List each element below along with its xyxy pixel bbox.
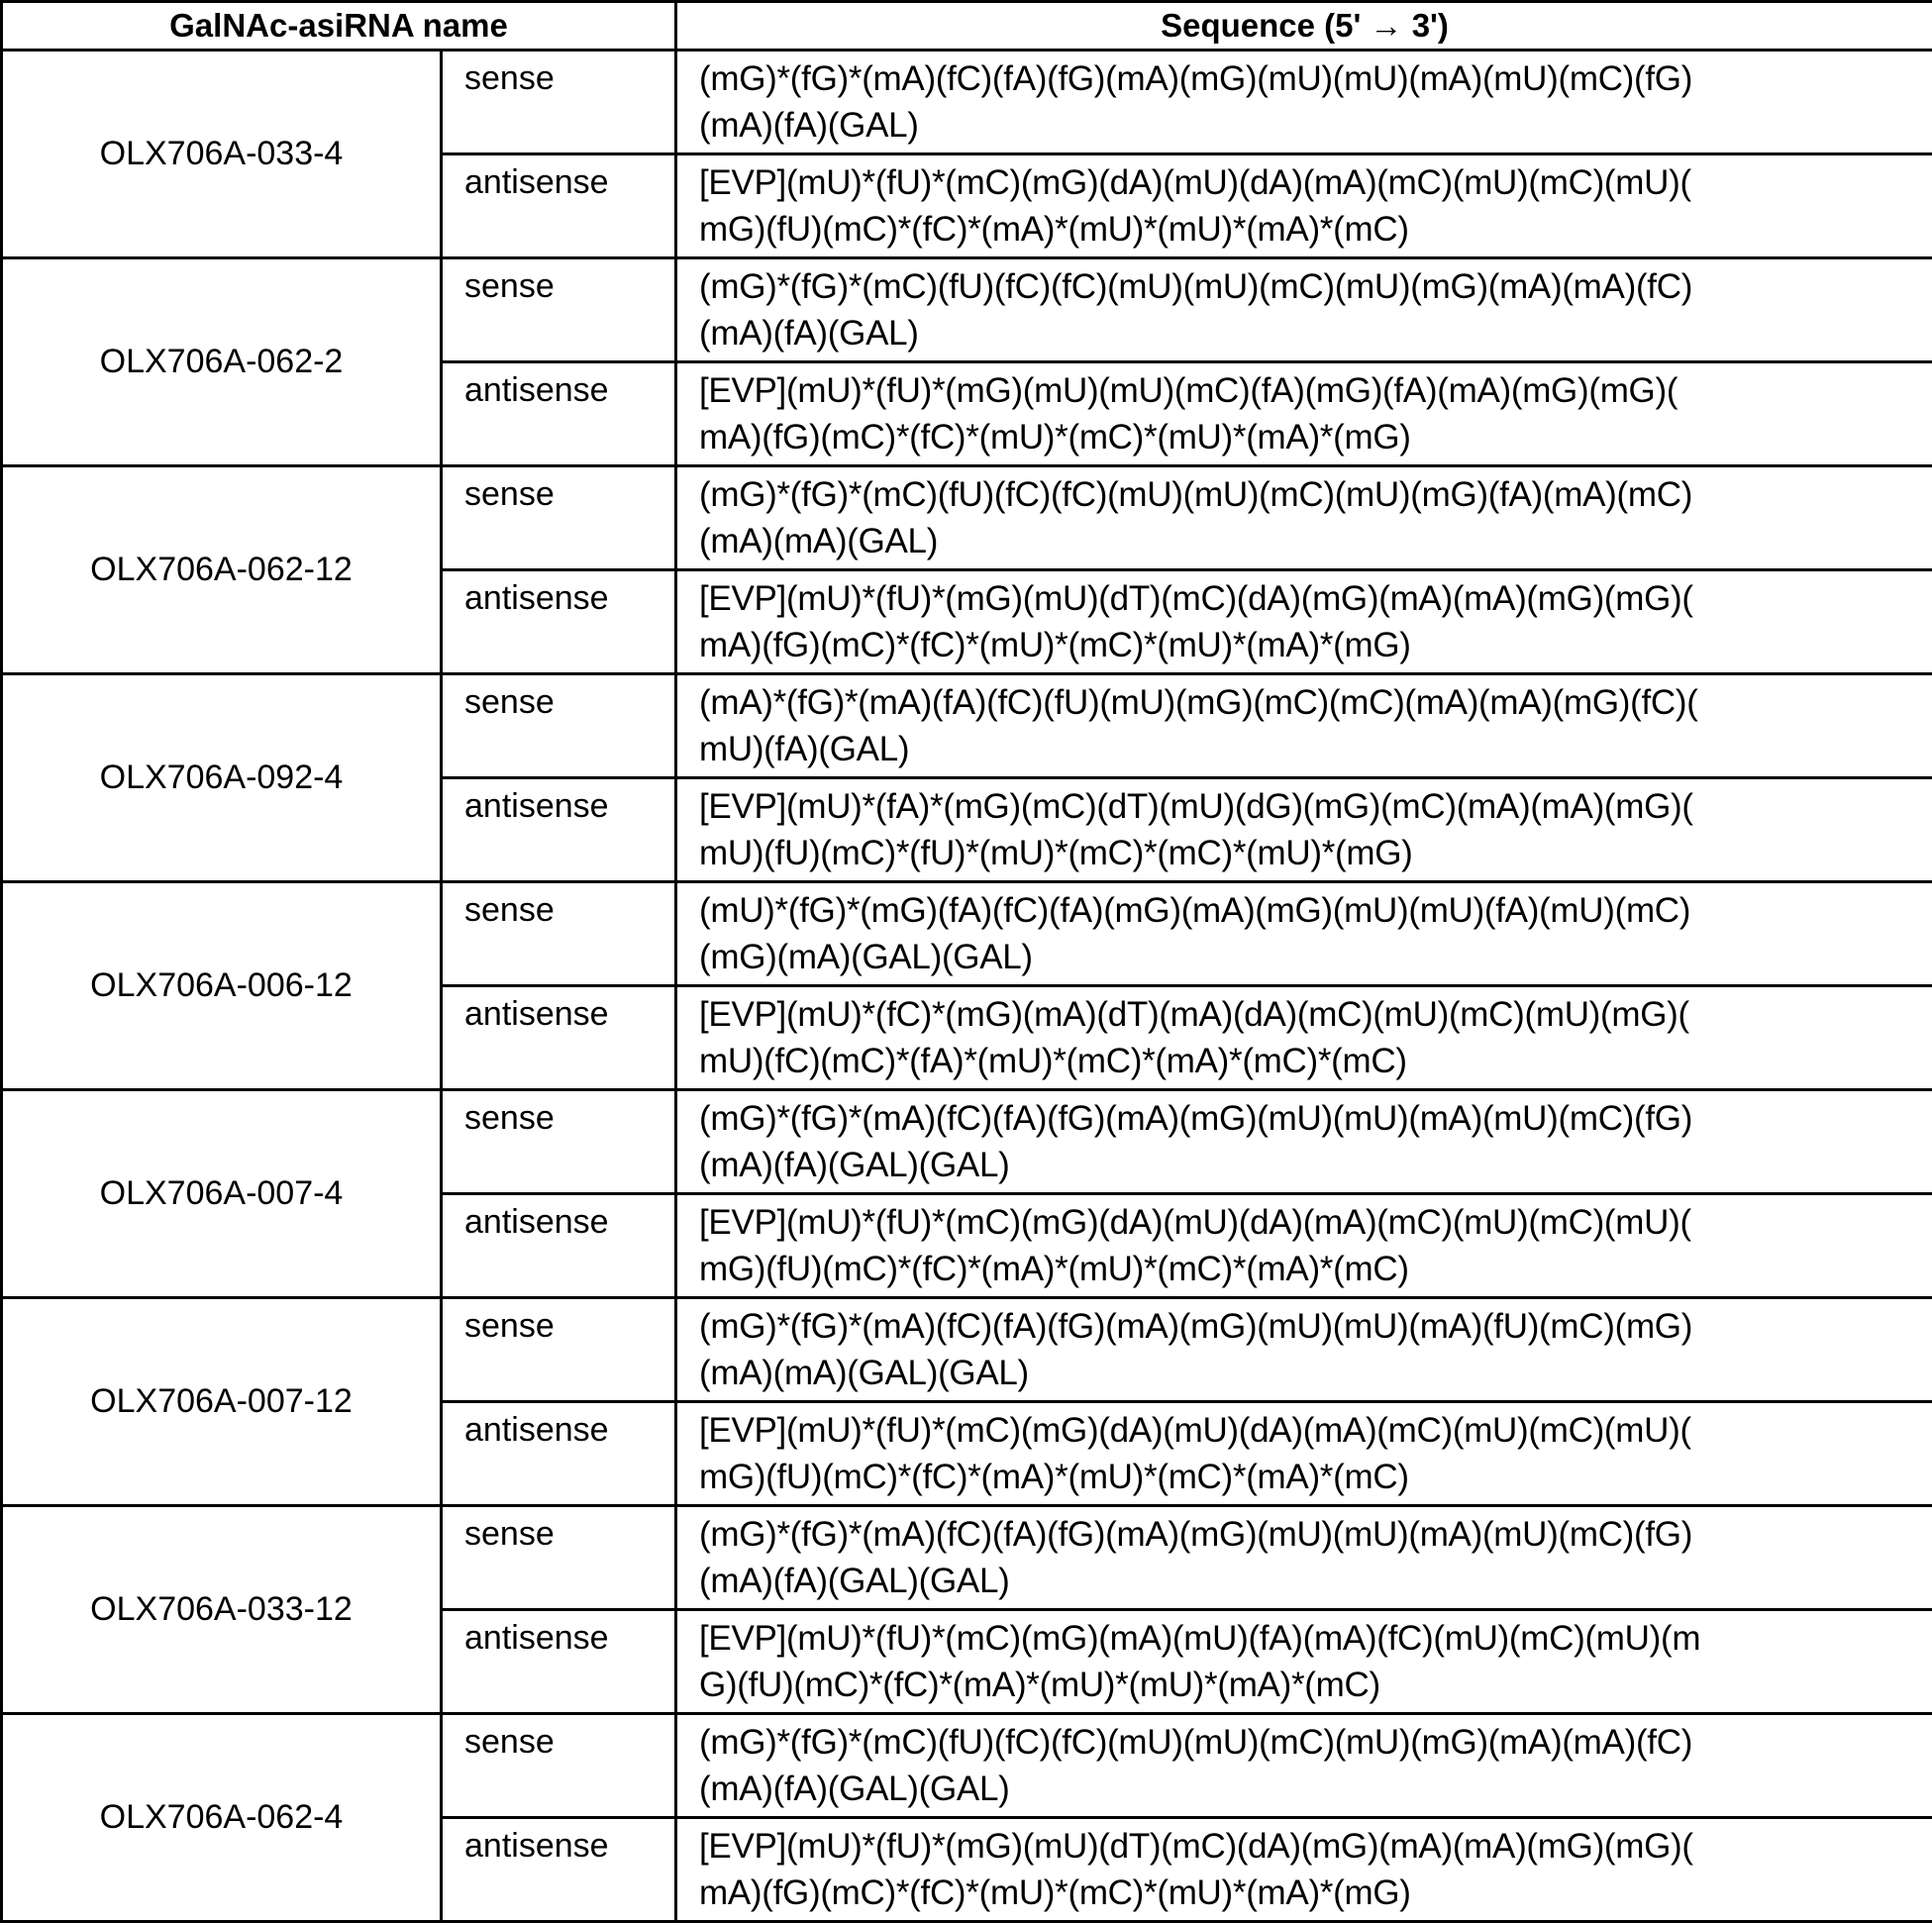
sequence-line: mG)(fU)(mC)*(fC)*(mA)*(mU)*(mU)*(mA)*(mC) [699, 206, 1932, 253]
table-row-sense [2, 51, 1932, 154]
sequence-line: (mG)*(fG)*(mC)(fU)(fC)(fC)(mU)(mU)(mC)(mU)(mG)(fA)(mA)(mC) [699, 471, 1932, 518]
sequence-cell [676, 1194, 1932, 1298]
strand-type: antisense [442, 986, 676, 1090]
sequence-line: mU)(fU)(mC)*(fU)*(mU)*(mC)*(mC)*(mU)*(mG) [699, 830, 1932, 876]
sequence-line: (mG)(mA)(GAL)(GAL) [699, 934, 1932, 980]
sequence-line: (mA)(fA)(GAL)(GAL) [699, 1766, 1932, 1812]
table-row-sense [2, 1090, 1932, 1194]
sequence-cell [676, 986, 1932, 1090]
sequence-cell [676, 1298, 1932, 1402]
asirna-name: OLX706A-033-12 [2, 1506, 442, 1714]
sequence-line: mU)(fC)(mC)*(fA)*(mU)*(mC)*(mA)*(mC)*(mC) [699, 1038, 1932, 1084]
strand-type: sense [442, 882, 676, 986]
strand-type: antisense [442, 1194, 676, 1298]
sequence-cell [676, 1090, 1932, 1194]
asirna-name: OLX706A-092-4 [2, 674, 442, 882]
strand-type: sense [442, 674, 676, 778]
table-row-sense [2, 1298, 1932, 1402]
table-row-sense [2, 882, 1932, 986]
sequence-cell [676, 51, 1932, 154]
sequence-line: mA)(fG)(mC)*(fC)*(mU)*(mC)*(mU)*(mA)*(mG) [699, 414, 1932, 460]
sequence-cell [676, 258, 1932, 362]
header-name: GalNAc-asiRNA name [2, 2, 676, 51]
sequence-line: [EVP](mU)*(fC)*(mG)(mA)(dT)(mA)(dA)(mC)(mU)(mC)(mU)(mG)( [699, 991, 1932, 1038]
sequence-cell [676, 1506, 1932, 1610]
sequence-line: (mG)*(fG)*(mA)(fC)(fA)(fG)(mA)(mG)(mU)(mU)(mA)(mU)(mC)(fG) [699, 1095, 1932, 1142]
table-row-sense [2, 1714, 1932, 1818]
sequence-line: mA)(fG)(mC)*(fC)*(mU)*(mC)*(mU)*(mA)*(mG) [699, 1870, 1932, 1916]
sequence-line: (mA)(fA)(GAL) [699, 102, 1932, 149]
sequence-cell [676, 674, 1932, 778]
sequence-line: mG)(fU)(mC)*(fC)*(mA)*(mU)*(mC)*(mA)*(mC) [699, 1454, 1932, 1500]
sequence-cell [676, 362, 1932, 466]
sequence-cell [676, 1818, 1932, 1922]
sequence-line: [EVP](mU)*(fU)*(mC)(mG)(dA)(mU)(dA)(mA)(mC)(mU)(mC)(mU)( [699, 1199, 1932, 1246]
strand-type: sense [442, 1298, 676, 1402]
table-row-sense [2, 674, 1932, 778]
strand-type: antisense [442, 154, 676, 258]
sequence-line: (mG)*(fG)*(mC)(fU)(fC)(fC)(mU)(mU)(mC)(mU)(mG)(mA)(mA)(fC) [699, 1719, 1932, 1766]
table-row-sense [2, 466, 1932, 570]
sequence-line: (mA)(mA)(GAL)(GAL) [699, 1350, 1932, 1396]
sequence-line: (mA)(fA)(GAL)(GAL) [699, 1558, 1932, 1604]
sequence-line: [EVP](mU)*(fU)*(mC)(mG)(dA)(mU)(dA)(mA)(mC)(mU)(mC)(mU)( [699, 159, 1932, 206]
header-row [2, 2, 1932, 51]
sequence-cell [676, 154, 1932, 258]
header-sequence: Sequence (5' → 3') [676, 2, 1932, 51]
sequence-line: mG)(fU)(mC)*(fC)*(mA)*(mU)*(mC)*(mA)*(mC) [699, 1246, 1932, 1292]
sequence-cell [676, 570, 1932, 674]
asirna-name: OLX706A-007-12 [2, 1298, 442, 1506]
strand-type: sense [442, 1090, 676, 1194]
strand-type: sense [442, 1506, 676, 1610]
sequence-line: G)(fU)(mC)*(fC)*(mA)*(mU)*(mU)*(mA)*(mC) [699, 1662, 1932, 1708]
sequence-line: [EVP](mU)*(fU)*(mC)(mG)(mA)(mU)(fA)(mA)(fC)(mU)(mC)(mU)(m [699, 1615, 1932, 1662]
sequence-line: (mG)*(fG)*(mC)(fU)(fC)(fC)(mU)(mU)(mC)(mU)(mG)(mA)(mA)(fC) [699, 263, 1932, 310]
sequence-line: (mU)*(fG)*(mG)(fA)(fC)(fA)(mG)(mA)(mG)(mU)(mU)(fA)(mU)(mC) [699, 887, 1932, 934]
sequence-cell [676, 882, 1932, 986]
asirna-name: OLX706A-062-4 [2, 1714, 442, 1922]
sequence-line: (mG)*(fG)*(mA)(fC)(fA)(fG)(mA)(mG)(mU)(mU)(mA)(mU)(mC)(fG) [699, 1511, 1932, 1558]
strand-type: sense [442, 258, 676, 362]
strand-type: antisense [442, 570, 676, 674]
asirna-name: OLX706A-007-4 [2, 1090, 442, 1298]
galnac-asirna-sequence-table [0, 0, 1932, 1923]
sequence-line: (mA)(fA)(GAL)(GAL) [699, 1142, 1932, 1188]
asirna-name: OLX706A-033-4 [2, 51, 442, 258]
strand-type: sense [442, 51, 676, 154]
sequence-cell [676, 1714, 1932, 1818]
asirna-name: OLX706A-062-12 [2, 466, 442, 674]
sequence-line: [EVP](mU)*(fU)*(mG)(mU)(dT)(mC)(dA)(mG)(mA)(mA)(mG)(mG)( [699, 575, 1932, 622]
strand-type: antisense [442, 1610, 676, 1714]
sequence-line: (mG)*(fG)*(mA)(fC)(fA)(fG)(mA)(mG)(mU)(mU)(mA)(fU)(mC)(mG) [699, 1303, 1932, 1350]
strand-type: antisense [442, 778, 676, 882]
sequence-cell [676, 1610, 1932, 1714]
sequence-line: [EVP](mU)*(fU)*(mC)(mG)(dA)(mU)(dA)(mA)(mC)(mU)(mC)(mU)( [699, 1407, 1932, 1454]
table-row-sense [2, 258, 1932, 362]
sequence-line: mU)(fA)(GAL) [699, 726, 1932, 772]
asirna-name: OLX706A-062-2 [2, 258, 442, 466]
sequence-line: [EVP](mU)*(fU)*(mG)(mU)(mU)(mC)(fA)(mG)(fA)(mA)(mG)(mG)( [699, 367, 1932, 414]
sequence-line: [EVP](mU)*(fA)*(mG)(mC)(dT)(mU)(dG)(mG)(mC)(mA)(mA)(mG)( [699, 783, 1932, 830]
strand-type: antisense [442, 1402, 676, 1506]
sequence-cell [676, 466, 1932, 570]
strand-type: antisense [442, 1818, 676, 1922]
sequence-line: (mG)*(fG)*(mA)(fC)(fA)(fG)(mA)(mG)(mU)(mU)(mA)(mU)(mC)(fG) [699, 55, 1932, 102]
table-row-sense [2, 1506, 1932, 1610]
sequence-line: mA)(fG)(mC)*(fC)*(mU)*(mC)*(mU)*(mA)*(mG) [699, 622, 1932, 668]
sequence-cell [676, 778, 1932, 882]
sequence-line: (mA)(fA)(GAL) [699, 310, 1932, 356]
sequence-line: (mA)*(fG)*(mA)(fA)(fC)(fU)(mU)(mG)(mC)(mC)(mA)(mA)(mG)(fC)( [699, 679, 1932, 726]
asirna-name: OLX706A-006-12 [2, 882, 442, 1090]
strand-type: sense [442, 1714, 676, 1818]
strand-type: sense [442, 466, 676, 570]
strand-type: antisense [442, 362, 676, 466]
sequence-cell [676, 1402, 1932, 1506]
sequence-line: (mA)(mA)(GAL) [699, 518, 1932, 564]
sequence-line: [EVP](mU)*(fU)*(mG)(mU)(dT)(mC)(dA)(mG)(mA)(mA)(mG)(mG)( [699, 1823, 1932, 1870]
